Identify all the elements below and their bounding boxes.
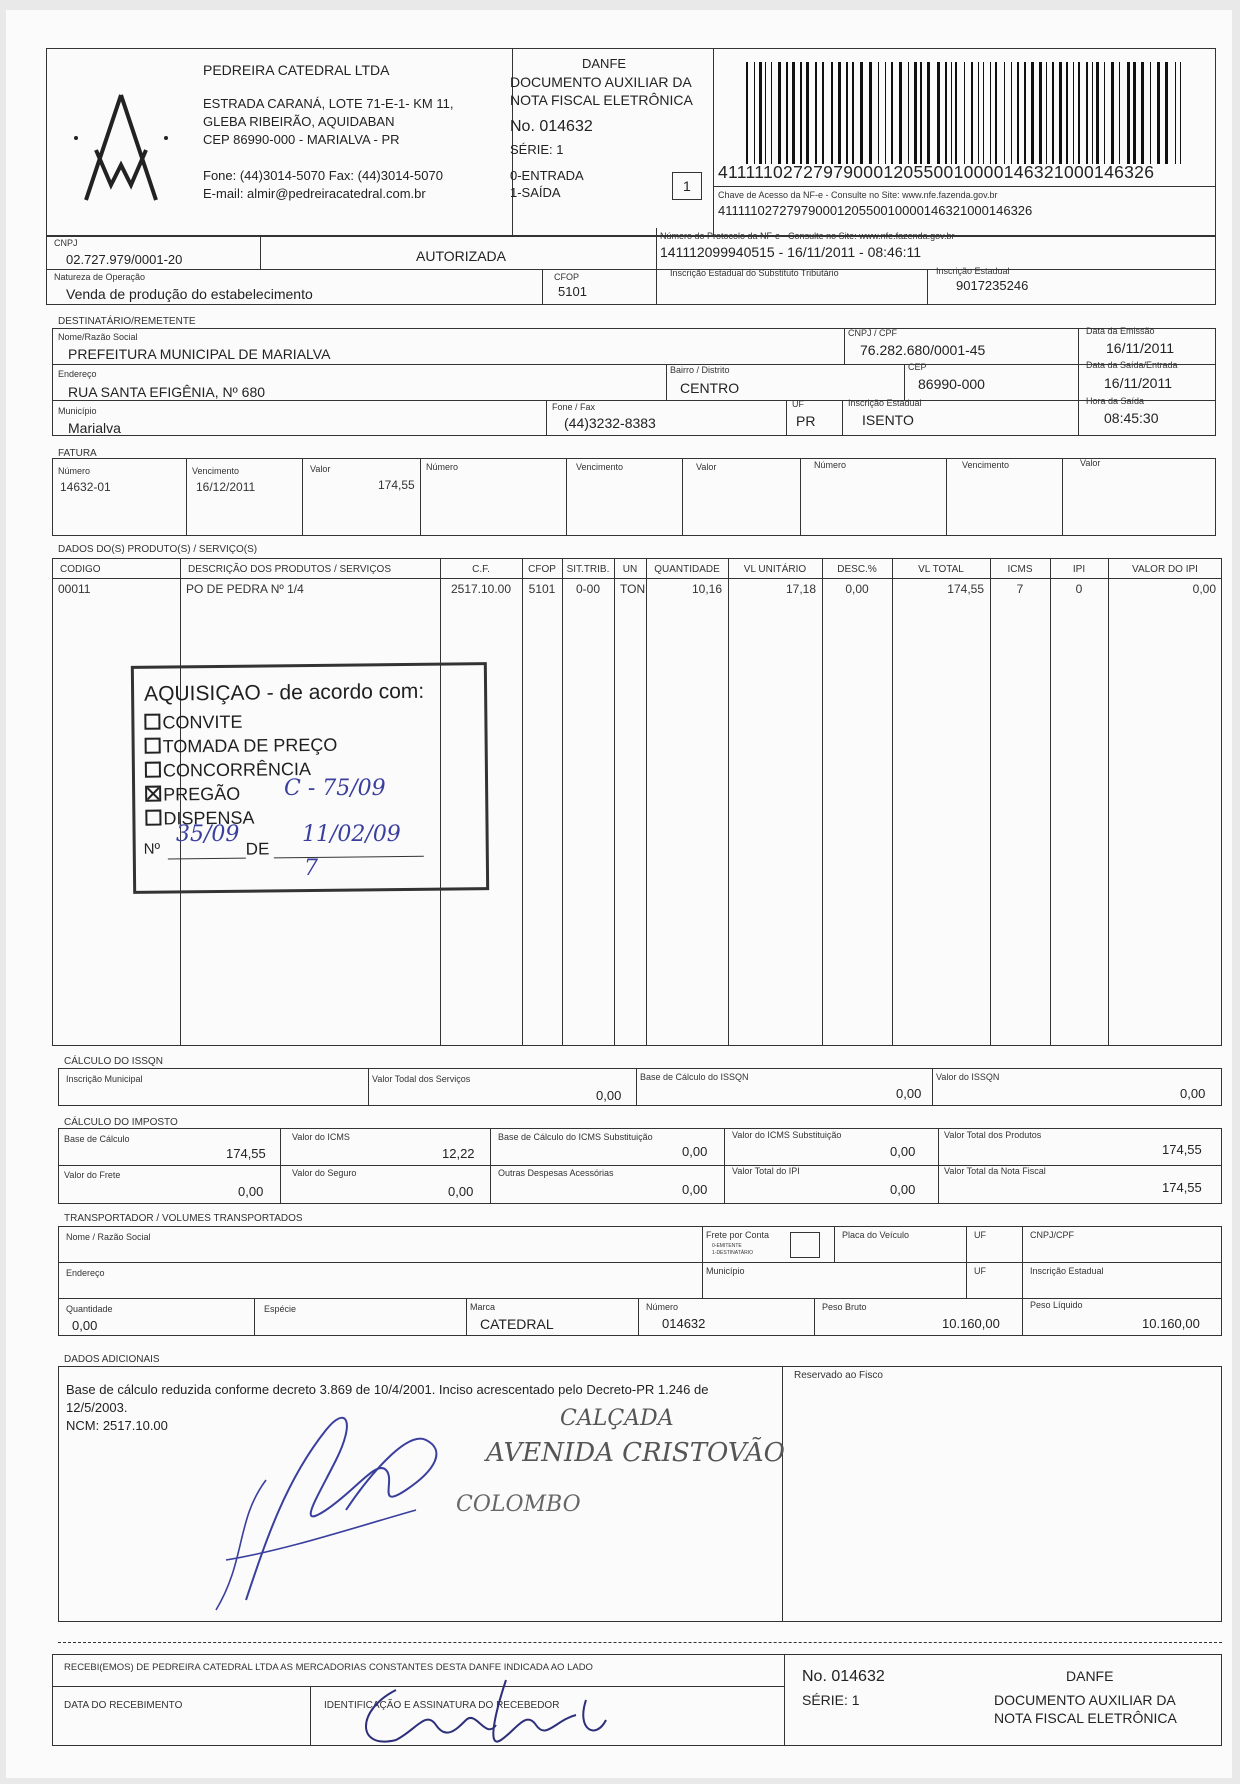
carrier-section-title: TRANSPORTADOR / VOLUMES TRANSPORTADOS xyxy=(64,1213,303,1224)
products-header-9: VL TOTAL xyxy=(918,564,964,575)
products-total: 174,55 xyxy=(1162,1142,1202,1157)
issue-date: 16/11/2011 xyxy=(1106,340,1174,356)
inv-h-numero-1: Número xyxy=(58,466,91,476)
products-section-title: DADOS DO(S) PRODUTO(S) / SERVIÇO(S) xyxy=(58,544,258,555)
tax-base: 174,55 xyxy=(226,1146,266,1161)
carrier-uf-label-2: UF xyxy=(974,1266,986,1276)
carrier-name-label: Nome / Razão Social xyxy=(66,1232,151,1242)
freight-by-option-1: 0-EMITENTE xyxy=(712,1243,742,1249)
products-header-2: C.F. xyxy=(472,564,490,575)
products-header-5: UN xyxy=(622,564,638,575)
access-key-large: 41111102727979000120550010000146321000146326 xyxy=(718,162,1155,182)
uf-label: UF xyxy=(792,399,804,409)
invoice-value: 174,55 xyxy=(378,478,415,492)
freight-value: 0,00 xyxy=(238,1184,264,1199)
stamp-no-label: Nº xyxy=(143,840,161,858)
inv-h-numero-3: Número xyxy=(814,460,847,470)
handwritten-mark: 7 xyxy=(304,856,318,881)
products-column-divider xyxy=(990,558,991,1046)
gross-weight: 10.160,00 xyxy=(942,1316,1000,1331)
brand: CATEDRAL xyxy=(480,1316,554,1332)
municipal-reg-label: Inscrição Municipal xyxy=(66,1074,143,1084)
products-header-11: IPI xyxy=(1072,564,1086,575)
stamp-option-pregao: PREGÃO xyxy=(163,783,241,805)
district: CENTRO xyxy=(680,380,740,396)
products-column-divider xyxy=(522,558,523,1046)
stamp-option-convite: CONVITE xyxy=(162,711,243,733)
danfe-subtitle-1: DOCUMENTO AUXILIAR DA xyxy=(510,74,692,90)
inv-h-valor-1: Valor xyxy=(310,464,331,474)
checkbox-concorrencia xyxy=(145,762,161,778)
products-header-7: VL UNITÁRIO xyxy=(743,564,807,575)
nature-label: Natureza de Operação xyxy=(54,272,146,282)
stamp-option-tomada: TOMADA DE PREÇO xyxy=(162,734,338,757)
danfe-saida: 1-SAÍDA xyxy=(510,185,561,200)
handwritten-avenida: AVENIDA CRISTOVÃO xyxy=(486,1438,785,1468)
exit-date-label: Data da Saída/Entrada xyxy=(1086,360,1178,370)
services-total-label: Valor Todal dos Serviços xyxy=(372,1074,471,1084)
additional-section-title: DADOS ADICIONAIS xyxy=(64,1354,160,1365)
handwritten-process-number: 35/09 xyxy=(176,822,240,847)
danfe-number: No. 014632 xyxy=(510,118,593,135)
issqn-section-title: CÁLCULO DO ISSQN xyxy=(64,1056,163,1067)
access-key-label: Chave de Acesso da NF-e - Consulte no Site: www.nfe.fazenda.gov.br xyxy=(718,190,998,200)
issqn-base-label: Base de Cálculo do ISSQN xyxy=(640,1072,749,1082)
products-header-6: QUANTIDADE xyxy=(654,564,720,575)
ipi-total: 0,00 xyxy=(890,1182,916,1197)
operation-type: 1 xyxy=(683,178,691,194)
carrier-city-label: Município xyxy=(706,1266,745,1276)
receiver-signature-label: IDENTIFICAÇÃO E ASSINATURA DO RECEBEDOR xyxy=(324,1700,560,1711)
freight-label: Valor do Frete xyxy=(64,1170,121,1180)
volume-number: 014632 xyxy=(662,1316,706,1331)
gross-weight-label: Peso Bruto xyxy=(822,1302,867,1312)
receipt-date-label: DATA DO RECEBIMENTO xyxy=(64,1700,183,1711)
product-cell-4: 0-00 xyxy=(575,582,601,596)
volume-number-label: Número xyxy=(646,1302,679,1312)
checkbox-tomada xyxy=(145,738,161,754)
danfe-title: DANFE xyxy=(582,56,627,71)
species-label: Espécie xyxy=(264,1304,297,1314)
inv-h-valor-3: Valor xyxy=(1080,458,1101,468)
product-cell-2: 2517.10.00 xyxy=(450,582,512,596)
emitter-email: E-mail: almir@pedreiracatedral.com.br xyxy=(203,186,426,201)
handwritten-process-date: 11/02/09 xyxy=(302,822,401,847)
product-cell-11: 0 xyxy=(1075,582,1083,596)
receipt-sub-1: DOCUMENTO AUXILIAR DA xyxy=(994,1692,1176,1708)
products-column-divider xyxy=(562,558,563,1046)
danfe-serie: SÉRIE: 1 xyxy=(510,142,564,157)
dest-ie: ISENTO xyxy=(862,412,914,428)
carrier-uf-label: UF xyxy=(974,1230,986,1240)
emitter-cnpj: 02.727.979/0001-20 xyxy=(66,252,183,267)
inv-h-numero-2: Número xyxy=(426,462,459,472)
checkbox-convite xyxy=(144,714,160,730)
protocol-number: 141112099940515 - 16/11/2011 - 08:46:11 xyxy=(660,244,922,260)
product-cell-9: 174,55 xyxy=(947,582,984,596)
plate-label: Placa do Veículo xyxy=(842,1230,910,1240)
products-column-divider xyxy=(822,558,823,1046)
product-cell-5: TON xyxy=(620,582,646,596)
product-cell-1: PO DE PEDRA Nº 1/4 xyxy=(186,582,304,596)
products-column-divider xyxy=(1050,558,1051,1046)
protocol-label: Número do Protocolo da NF-e - Consulte no Site: www.nfe.fazenda.gov.br xyxy=(660,231,955,241)
receipt-serie: SÉRIE: 1 xyxy=(802,1692,860,1708)
dest-address-label: Endereço xyxy=(58,369,97,379)
checkbox-dispensa xyxy=(145,810,161,826)
icms-st-value: 0,00 xyxy=(890,1144,916,1159)
icms-value: 12,22 xyxy=(442,1146,475,1161)
cnpj-label: CNPJ xyxy=(54,238,78,248)
uf: PR xyxy=(796,413,816,429)
ipi-total-label: Valor Total do IPI xyxy=(732,1166,800,1176)
icms-st-value-label: Valor do ICMS Substituição xyxy=(732,1130,842,1140)
danfe-entrada: 0-ENTRADA xyxy=(510,168,584,183)
checkbox-pregao-checked xyxy=(145,786,161,802)
nfe-status: AUTORIZADA xyxy=(416,248,506,264)
exit-time-label: Hora da Saída xyxy=(1086,396,1145,406)
products-header-12: VALOR DO IPI xyxy=(1132,564,1198,575)
handwritten-colombo: COLOMBO xyxy=(456,1492,581,1517)
danfe-page xyxy=(6,10,1232,1778)
product-cell-0: 00011 xyxy=(58,582,91,596)
inv-h-venc-1: Vencimento xyxy=(192,466,240,476)
emitter-address-3: CEP 86990-000 - MARIALVA - PR xyxy=(203,132,400,147)
receipt-number: No. 014632 xyxy=(802,1668,885,1685)
tax-section-title: CÁLCULO DO IMPOSTO xyxy=(64,1117,178,1128)
icms-st-base: 0,00 xyxy=(682,1144,708,1159)
dest-name: PREFEITURA MUNICIPAL DE MARIALVA xyxy=(68,346,331,362)
dest-name-label: Nome/Razão Social xyxy=(58,332,138,342)
inv-h-venc-3: Vencimento xyxy=(962,460,1010,470)
tax-base-label: Base de Cálculo xyxy=(64,1134,130,1144)
quantity: 0,00 xyxy=(72,1318,98,1333)
products-column-divider xyxy=(728,558,729,1046)
dest-address: RUA SANTA EFIGÊNIA, Nº 680 xyxy=(68,384,266,400)
insurance-value: 0,00 xyxy=(448,1184,474,1199)
phone: (44)3232-8383 xyxy=(564,415,656,431)
fiscal-reserved-label: Reservado ao Fisco xyxy=(794,1370,883,1381)
product-cell-3: 5101 xyxy=(528,582,556,596)
dest-section-title: DESTINATÁRIO/REMETENTE xyxy=(58,316,196,327)
products-column-divider xyxy=(892,558,893,1046)
cfop-label: CFOP xyxy=(554,272,580,282)
cfop-value: 5101 xyxy=(558,284,587,299)
services-total: 0,00 xyxy=(596,1088,622,1103)
ie-value: 9017235246 xyxy=(956,278,1029,293)
nature-value: Venda de produção do estabelecimento xyxy=(66,286,313,302)
emitter-name: PEDREIRA CATEDRAL LTDA xyxy=(203,62,390,78)
cep-label: CEP xyxy=(908,362,927,372)
issqn-value: 0,00 xyxy=(1180,1086,1206,1101)
products-total-label: Valor Total dos Produtos xyxy=(944,1130,1042,1140)
danfe-subtitle-2: NOTA FISCAL ELETRÔNICA xyxy=(510,92,693,108)
icms-st-base-label: Base de Cálculo do ICMS Substituição xyxy=(498,1132,653,1142)
receiver-signature xyxy=(336,1670,636,1770)
ie-substitute-label: Inscrição Estadual do Substituto Tributário xyxy=(670,268,839,278)
access-key-small: 41111102727979000120550010000146321000146326 xyxy=(718,203,1033,218)
invoice-section-title: FATURA xyxy=(58,448,97,459)
inv-h-venc-2: Vencimento xyxy=(576,462,624,472)
carrier-cnpj-label: CNPJ/CPF xyxy=(1030,1230,1075,1240)
additional-text-2: 12/5/2003. xyxy=(66,1400,128,1415)
invoice-due-date: 16/12/2011 xyxy=(196,480,256,494)
products-header-0: CODIGO xyxy=(60,564,101,575)
stamp-option-dispensa: DISPENSA xyxy=(163,807,255,829)
issue-date-label: Data da Emissão xyxy=(1086,326,1155,336)
products-column-divider xyxy=(646,558,647,1046)
stamp-option-concorrencia: CONCORRÊNCIA xyxy=(162,758,312,781)
receipt-danfe: DANFE xyxy=(1066,1668,1114,1684)
carrier-address-label: Endereço xyxy=(66,1268,105,1278)
stamp-title: AQUISIÇAO - de acordo com: xyxy=(143,679,425,706)
cut-line xyxy=(58,1642,1222,1643)
barcode xyxy=(746,62,1186,164)
brand-label: Marca xyxy=(470,1302,496,1312)
carrier-box xyxy=(58,1226,1222,1336)
ie-label: Inscrição Estadual xyxy=(936,266,1010,276)
district-label: Bairro / Distrito xyxy=(670,365,730,375)
emitter-phone: Fone: (44)3014-5070 Fax: (44)3014-5070 xyxy=(203,168,443,183)
handwritten-pregao-number: C - 75/09 xyxy=(284,776,386,801)
handwritten-calcada: CALÇADA xyxy=(560,1406,674,1431)
invoice-total-label: Valor Total da Nota Fiscal xyxy=(944,1166,1046,1176)
product-cell-6: 10,16 xyxy=(691,582,722,596)
products-column-divider xyxy=(614,558,615,1046)
products-header-3: CFOP xyxy=(528,564,556,575)
quantity-label: Quantidade xyxy=(66,1304,113,1314)
receipt-declaration: RECEBI(EMOS) DE PEDREIRA CATEDRAL LTDA AS MERCADORIAS CONSTANTES DESTA DANFE INDICADA AO LADO xyxy=(64,1662,593,1673)
freight-by-box xyxy=(790,1232,820,1258)
company-logo xyxy=(66,90,176,210)
products-column-divider xyxy=(1108,558,1109,1046)
receipt-sub-2: NOTA FISCAL ELETRÔNICA xyxy=(994,1710,1177,1726)
dest-ie-label: Inscrição Estadual xyxy=(848,398,922,408)
stamp-de-label: DE xyxy=(245,839,270,859)
phone-label: Fone / Fax xyxy=(552,402,596,412)
signature-scribble xyxy=(206,1360,466,1620)
net-weight-label: Peso Líquido xyxy=(1030,1300,1083,1310)
city-label: Município xyxy=(58,406,97,416)
other-expenses-label: Outras Despesas Acessórias xyxy=(498,1168,614,1178)
city: Marialva xyxy=(68,420,121,436)
icms-label: Valor do ICMS xyxy=(292,1132,350,1142)
additional-text-1: Base de cálculo reduzida conforme decreto 3.869 de 10/4/2001. Inciso acrescentado pelo Decreto-PR 1.246 de xyxy=(66,1382,709,1397)
issqn-value-label: Valor do ISSQN xyxy=(936,1072,1000,1082)
protocol-row xyxy=(46,236,1216,270)
freight-by-option-2: 1-DESTINATÁRIO xyxy=(712,1250,754,1256)
products-header-10: ICMS xyxy=(1007,564,1033,575)
invoice-number: 14632-01 xyxy=(60,480,111,494)
product-cell-12: 0,00 xyxy=(1192,582,1216,596)
product-cell-7: 17,18 xyxy=(785,582,816,596)
net-weight: 10.160,00 xyxy=(1142,1316,1200,1331)
additional-text-3: NCM: 2517.10.00 xyxy=(66,1418,168,1433)
invoice-total: 174,55 xyxy=(1162,1180,1202,1195)
carrier-ie-label: Inscrição Estadual xyxy=(1030,1266,1104,1276)
products-header-1: DESCRIÇÃO DOS PRODUTOS / SERVIÇOS xyxy=(188,564,392,575)
product-cell-10: 7 xyxy=(1016,582,1024,596)
exit-time: 08:45:30 xyxy=(1104,410,1159,426)
product-cell-8: 0,00 xyxy=(845,582,869,596)
dest-cnpj: 76.282.680/0001-45 xyxy=(860,342,986,358)
exit-date: 16/11/2011 xyxy=(1104,375,1172,391)
issqn-base: 0,00 xyxy=(896,1086,922,1101)
emitter-address-1: ESTRADA CARANÁ, LOTE 71-E-1- KM 11, xyxy=(203,96,454,111)
emitter-address-2: GLEBA RIBEIRÃO, AQUIDABAN xyxy=(203,114,395,129)
inv-h-valor-2: Valor xyxy=(696,462,717,472)
other-expenses: 0,00 xyxy=(682,1182,708,1197)
insurance-label: Valor do Seguro xyxy=(292,1168,357,1178)
products-header-4: SIT.TRIB. xyxy=(566,564,610,575)
products-header-8: DESC.% xyxy=(837,564,877,575)
freight-by-label: Frete por Conta xyxy=(706,1230,770,1240)
dest-cnpj-label: CNPJ / CPF xyxy=(848,328,898,338)
cep: 86990-000 xyxy=(918,376,985,392)
